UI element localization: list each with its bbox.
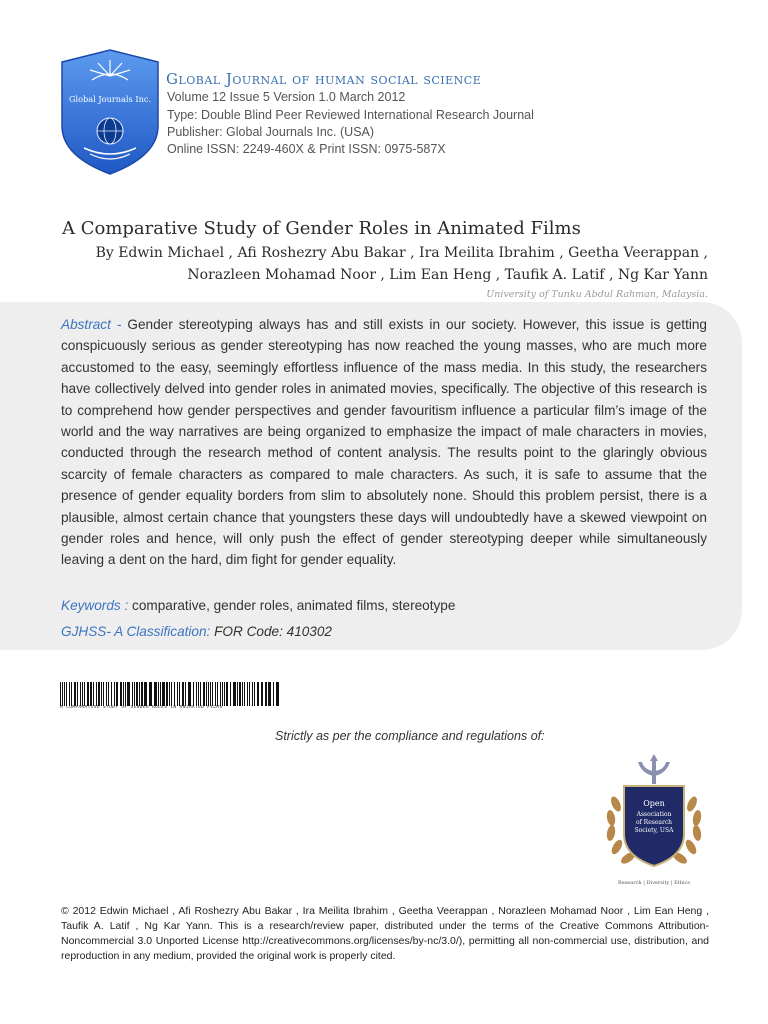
barcode-bar — [242, 682, 243, 706]
barcode-bar — [224, 682, 225, 706]
barcode-bar — [101, 682, 102, 706]
barcode-bar — [226, 682, 228, 706]
barcode-bar — [160, 682, 161, 706]
barcode-bar — [132, 682, 133, 706]
affiliation: University of Tunku Abdul Rahman, Malaysia. — [486, 289, 708, 300]
barcode-bar — [108, 682, 109, 706]
barcode-bar — [125, 682, 126, 706]
barcode-bar — [247, 682, 248, 706]
oars-line-1: Open — [643, 799, 665, 808]
abstract-label: Abstract - — [61, 317, 122, 332]
barcode-bar — [222, 682, 223, 706]
barcode-bar — [276, 682, 279, 706]
classification — [61, 624, 332, 639]
keywords — [61, 598, 455, 613]
journal-title: Global Journal of human social science — [166, 70, 482, 88]
barcode-bar — [257, 682, 259, 706]
barcode-bar — [261, 682, 263, 706]
barcode-bar — [212, 682, 213, 706]
barcode-bar — [120, 682, 122, 706]
barcode-bar — [203, 682, 205, 706]
barcode-bar — [106, 682, 107, 706]
keywords-label: Keywords : — [61, 598, 129, 613]
barcode-bar — [198, 682, 199, 706]
barcode-bar — [185, 682, 186, 706]
barcode-bar — [134, 682, 135, 706]
barcode-bar — [206, 682, 207, 706]
barcode-bar — [182, 682, 184, 706]
barcode-bar — [254, 682, 255, 706]
barcode-bar — [149, 682, 152, 706]
barcode-bar — [93, 682, 94, 706]
barcode-bar — [74, 682, 76, 706]
barcode-bar — [188, 682, 191, 706]
barcode-bar — [249, 682, 250, 706]
global-journals-logo — [60, 48, 160, 176]
barcode-bar — [268, 682, 271, 706]
barcode-bar — [179, 682, 180, 706]
barcode-bar — [265, 682, 267, 706]
barcode — [60, 682, 280, 706]
barcode-bar — [252, 682, 253, 706]
classification-label: GJHSS- A Classification: — [61, 624, 211, 639]
barcode-bar — [84, 682, 85, 706]
publisher-info: Publisher: Global Journals Inc. (USA) — [167, 125, 375, 139]
barcode-bar — [230, 682, 231, 706]
barcode-bar — [139, 682, 140, 706]
oars-line-4: Society, USA — [634, 827, 674, 834]
barcode-bar — [111, 682, 112, 706]
abstract-body: Gender stereotyping always has and still exists in our society. However, this issue is getting conspicuously serious as gender stereotyping has now reached the young masses, who are much more accustomed to the easy, seemingly effortless influence of the mass media. In this study, the researchers have collectively delved into gender roles in animated movies, specifically. The objective of this research is to comprehend how gender perspectives and gender favouritism influence a particular film’s image of the world and the way narratives are being organized to emphasize the impact of male characters in movies, conducted through the research method of content analysis. The results point to the glaringly obvious scarcity of female characters as compared to male characters. As such, it is safe to assume that the presence of gender equality borders from slim to absolutely none. Should this problem persist, there is a plausible, almost certain chance that youngsters these days will undoubtedly have a skewed viewpoint on gender roles and hence, will only push the effect of gender stereotyping deeper while simultaneously leaving a dent on the hard, dim fight for gender equality. — [61, 317, 707, 568]
journal-type: Type: Double Blind Peer Reviewed International Research Journal — [167, 108, 534, 122]
copyright-notice: © 2012 Edwin Michael , Afi Roshezry Abu Bakar , Ira Meilita Ibrahim , Geetha Veerappan , Norazleen Mohamad Noor , Lim Ean Heng , Taufik A. Latif , Ng Kar Yann. This is a research/review paper, distributed under the terms of the Creative Commons Attribution-Noncommercial 3.0 Unported License http://creativecommons.org/licenses/by-nc/3.0/), permitting all non-commercial use, distribution, and reproduction in any medium, provided the original work is properly cited. — [61, 905, 709, 962]
barcode-bar — [116, 682, 118, 706]
barcode-caption: A COMPARATIVE STUDY OF GENDER ROLES IN ANIMATED FILMS — [60, 705, 223, 710]
oars-line-2: Association — [636, 811, 672, 818]
barcode-bar — [169, 682, 170, 706]
barcode-bar — [103, 682, 104, 706]
barcode-bar — [114, 682, 115, 706]
barcode-bar — [193, 682, 194, 706]
barcode-bar — [154, 682, 157, 706]
keywords-value: comparative, gender roles, animated films, stereotype — [132, 598, 456, 613]
barcode-bar — [244, 682, 245, 706]
barcode-bar — [123, 682, 124, 706]
barcode-bar — [210, 682, 211, 706]
barcode-bar — [77, 682, 78, 706]
barcode-bar — [177, 682, 178, 706]
volume-info: Volume 12 Issue 5 Version 1.0 March 2012 — [167, 90, 406, 104]
barcode-bar — [208, 682, 209, 706]
abstract — [61, 314, 707, 571]
barcode-bar — [82, 682, 83, 706]
paper-title: A Comparative Study of Gender Roles in Animated Films — [62, 218, 581, 239]
barcode-bar — [80, 682, 81, 706]
barcode-bar — [200, 682, 201, 706]
barcode-bar — [171, 682, 172, 706]
barcode-bar — [62, 682, 63, 706]
classification-code: FOR Code: 410302 — [214, 624, 332, 639]
barcode-bar — [66, 682, 67, 706]
barcode-bar — [217, 682, 218, 706]
logo-text: Global Journals Inc. — [68, 94, 152, 104]
compliance-note: Strictly as per the compliance and regulations of: — [275, 729, 545, 743]
barcode-bar — [127, 682, 130, 706]
barcode-bar — [136, 682, 138, 706]
barcode-bar — [196, 682, 197, 706]
issn-info: Online ISSN: 2249-460X & Print ISSN: 0975-587X — [167, 142, 446, 156]
barcode-bar — [237, 682, 238, 706]
barcode-bar — [98, 682, 100, 706]
barcode-bar — [233, 682, 236, 706]
barcode-bar — [166, 682, 168, 706]
authors-line-2: Norazleen Mohamad Noor , Lim Ean Heng , Taufik A. Latif , Ng Kar Yann — [187, 267, 708, 283]
barcode-bar — [162, 682, 165, 706]
barcode-bar — [144, 682, 147, 706]
barcode-bar — [90, 682, 92, 706]
barcode-bar — [87, 682, 89, 706]
barcode-bar — [141, 682, 143, 706]
barcode-bar — [273, 682, 274, 706]
authors-line-1: By Edwin Michael , Afi Roshezry Abu Bakar , Ira Meilita Ibrahim , Geetha Veerappan , — [95, 245, 708, 261]
barcode-bar — [71, 682, 72, 706]
barcode-bar — [220, 682, 221, 706]
oars-tagline: Research | Diversity | Ethics — [618, 880, 690, 886]
oars-logo — [598, 754, 710, 888]
barcode-bar — [64, 682, 65, 706]
barcode-bar — [215, 682, 216, 706]
barcode-bar — [60, 682, 61, 706]
barcode-bar — [69, 682, 70, 706]
oars-line-3: of Research — [635, 819, 673, 826]
barcode-bar — [174, 682, 175, 706]
barcode-bar — [96, 682, 97, 706]
barcode-bar — [158, 682, 159, 706]
barcode-bar — [239, 682, 241, 706]
